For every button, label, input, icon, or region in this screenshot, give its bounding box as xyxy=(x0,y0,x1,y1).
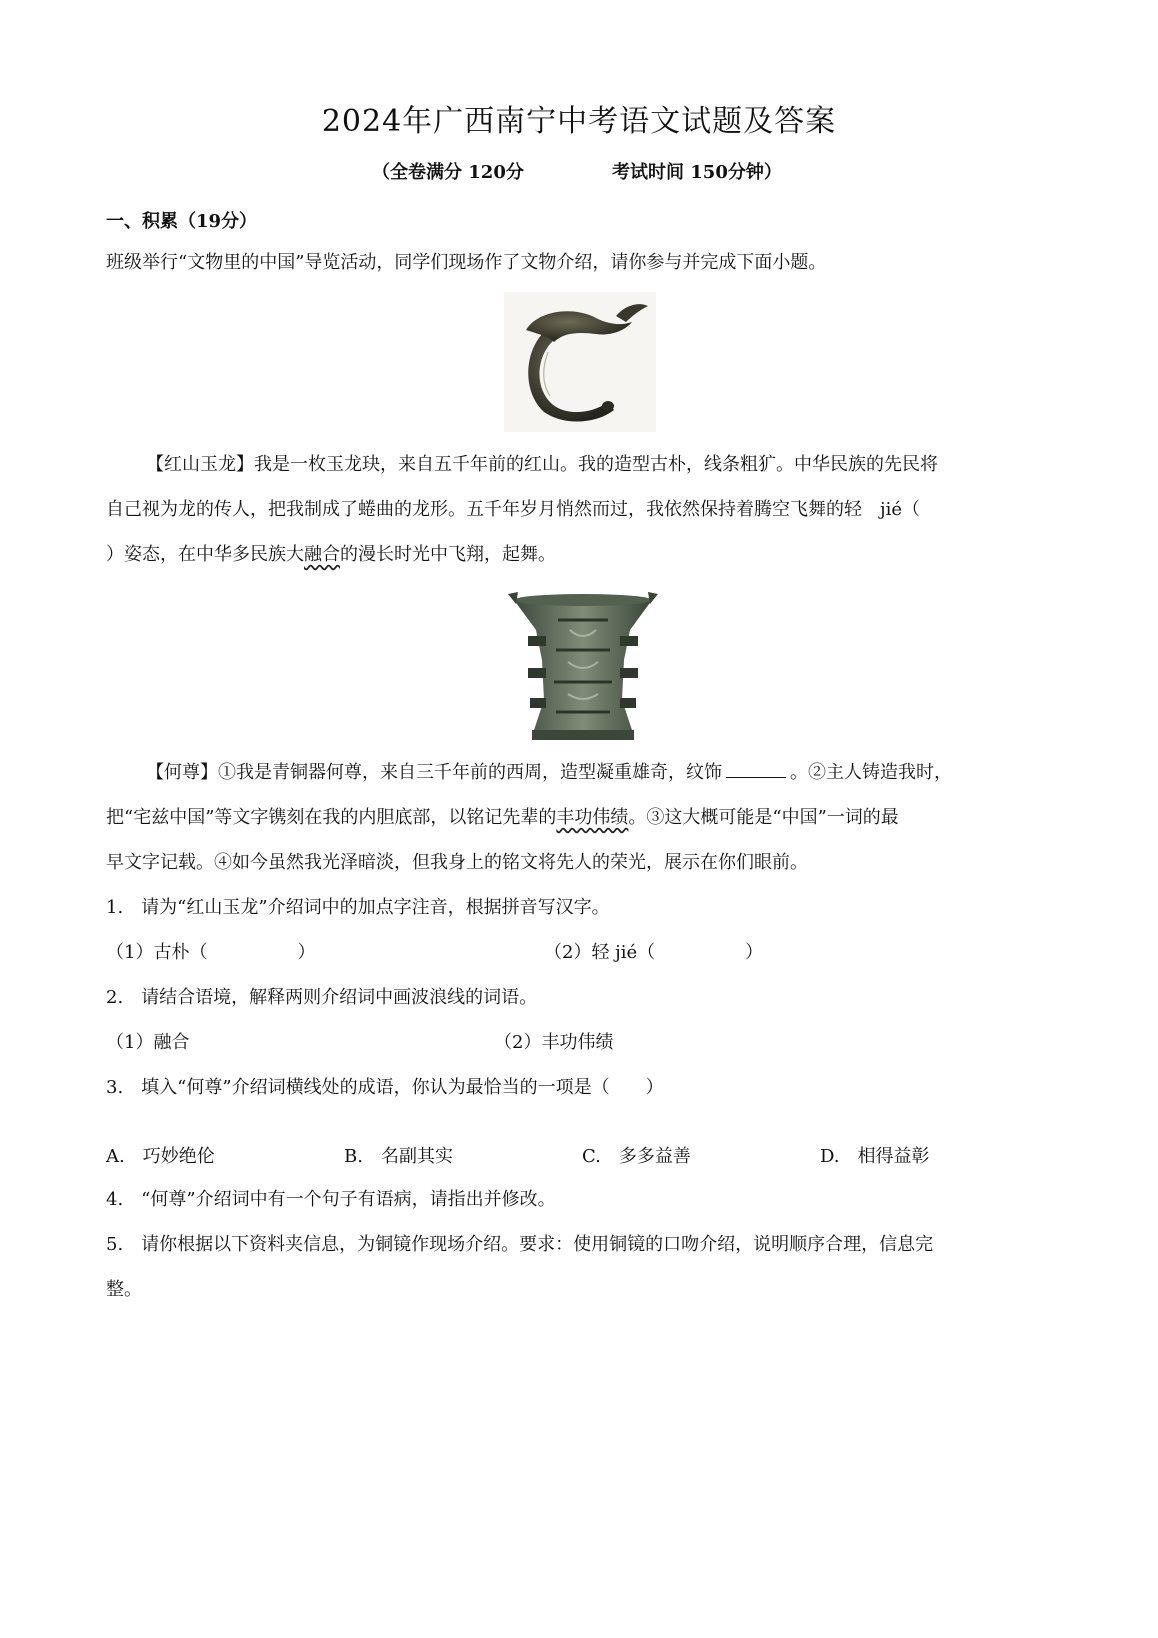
jade-dragon-icon xyxy=(504,292,656,432)
hongshan-line-3-pre: ）姿态，在中华多民族大 xyxy=(106,544,304,565)
question-5-line-2: 整。 xyxy=(106,1279,142,1300)
fill-in-blank[interactable] xyxy=(726,763,786,778)
question-1-b: （2）轻 jié（ ） xyxy=(544,942,764,963)
hongshan-line-1: 【红山玉龙】我是一枚玉龙玦，来自五千年前的红山。我的造型古朴，线条粗犷。中华民族的先民将 xyxy=(146,454,938,475)
hezun-line-3: 早文字记载。④如今虽然我光泽暗淡，但我身上的铭文将先人的荣光，展示在你们眼前。 xyxy=(106,852,808,873)
intro-text: 班级举行“文物里的中国”导览活动，同学们现场作了文物介绍，请你参与并完成下面小题。 xyxy=(106,252,827,273)
question-2-a: （1）融合 xyxy=(106,1032,190,1053)
option-a[interactable]: A. 巧妙绝伦 xyxy=(106,1146,215,1167)
question-5-line-1: 5. 请你根据以下资料夹信息，为铜镜作现场介绍。要求：使用铜镜的口吻介绍，说明顺序合理，信息完 xyxy=(106,1234,934,1255)
he-zun-image xyxy=(508,590,658,746)
hezun-line-2-post: 。③这大概可能是“中国”一词的最 xyxy=(628,807,899,828)
hongshan-line-3-post: 的漫长时光中飞翔，起舞。 xyxy=(340,544,556,565)
page-title: 2024年广西南宁中考语文试题及答案 xyxy=(321,104,837,139)
hongshan-line-2: 自己视为龙的传人，把我制成了蜷曲的龙形。五千年岁月悄然而过，我依然保持着腾空飞舞的轻 jié（ xyxy=(106,499,920,520)
hezun-line-1-post: 。②主人铸造我时， xyxy=(790,762,952,783)
question-2: 2. 请结合语境，解释两则介绍词中画波浪线的词语。 xyxy=(106,987,538,1008)
wavy-word-fenggongweiji: 丰功伟绩 xyxy=(556,807,629,828)
section-heading: 一、积累（19分） xyxy=(106,211,258,232)
question-1-a: （1）古朴（ ） xyxy=(106,942,316,963)
hezun-line-2 xyxy=(106,795,899,841)
hezun-line-1 xyxy=(146,750,952,796)
hezun-line-2-pre: 把“宅兹中国”等文字镌刻在我的内胆底部，以铭记先辈的 xyxy=(106,807,557,828)
he-zun-icon xyxy=(508,590,658,746)
option-c[interactable]: C. 多多益善 xyxy=(582,1146,691,1167)
question-2-b: （2）丰功伟绩 xyxy=(494,1032,614,1053)
question-3: 3. 填入“何尊”介绍词横线处的成语，你认为最恰当的一项是（ ） xyxy=(106,1077,664,1098)
question-1: 1. 请为“红山玉龙”介绍词中的加点字注音，根据拼音写汉字。 xyxy=(106,897,610,918)
option-d[interactable]: D. 相得益彰 xyxy=(820,1146,930,1167)
option-b[interactable]: B. 名副其实 xyxy=(344,1146,453,1167)
score-info: （全卷满分 120分 xyxy=(372,162,524,183)
hongshan-line-3 xyxy=(106,532,556,578)
question-4: 4. “何尊”介绍词中有一个句子有语病，请指出并修改。 xyxy=(106,1189,556,1210)
hezun-line-1-pre: 【何尊】①我是青铜器何尊，来自三千年前的西周，造型凝重雄奇，纹饰 xyxy=(146,762,722,783)
jade-dragon-image xyxy=(504,292,656,432)
wavy-word-ronghe: 融合 xyxy=(304,544,340,565)
time-info: 考试时间 150分钟） xyxy=(612,162,782,183)
